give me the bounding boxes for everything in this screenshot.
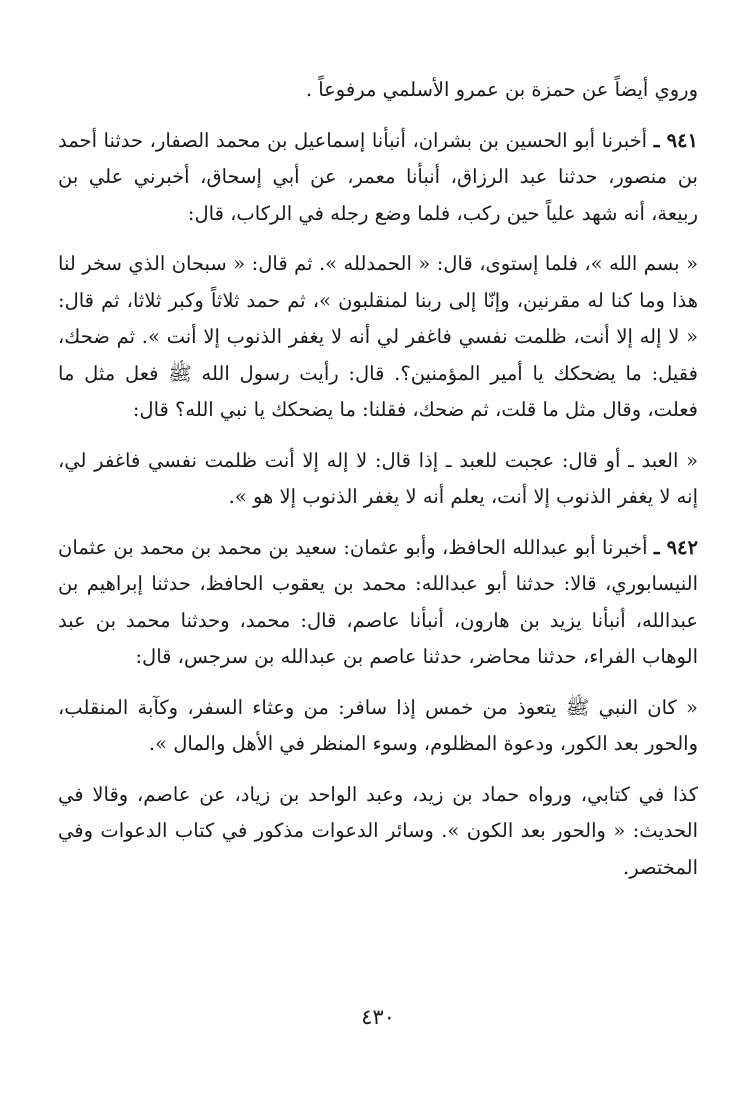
- hadith-number-942: ٩٤٢ ـ: [653, 535, 698, 559]
- hadith-942-isnad-text: أخبرنا أبو عبدالله الحافظ، وأبو عثمان: سعيد بن محمد بن محمد بن عثمان النيسابوري، قالا: حدثنا أبو عبدالله: محمد بن يعقوب الحافظ، حدثنا إبراهيم بن عبدالله، أنبأنا يزيد بن هارون، أنبأنا عاصم، قال: محمد، وحدثنا محمد بن عبد الوهاب الفراء، حدثنا محاضر، حدثنا عاصم بن عبدالله بن سرجس، قال:: [58, 535, 698, 668]
- hadith-941-prophet-saying: « العبد ـ أو قال: عجبت للعبد ـ إذا قال: لا إله إلا أنت ظلمت نفسي فاغفر لي، إنه لا يغفر الذنوب إلا أنت، يعلم أنه لا يغفر الذنوب إلا هو ».: [58, 448, 698, 508]
- hadith-941-matn: « بسم الله »، فلما إستوى، قال: « الحمدلله ». ثم قال: « سبحان الذي سخر لنا هذا وما كنا له مقرنين، وإنّا إلى ربنا لمنقلبون »، ثم حمد ثلاثاً وكبر ثلاثا، ثم قال: « لا إله إلا أنت، ظلمت نفسي فاغفر لي أنه لا يغفر الذنوب إلا أنت ». ثم ضحك، فقيل: ما يضحكك يا أمير المؤمنين؟. قال: رأيت رسول الله ﷺ فعل مثل ما فعلت، وقال مثل ما قلت، ثم ضحك، فقلنا: ما يضحكك يا نبي الله؟ قال:: [58, 252, 698, 421]
- hadith-942-matn: « كان النبي ﷺ يتعوذ من خمس إذا سافر: من وعثاء السفر، وكآبة المنقلب، والحور بعد الكور، ودعوة المظلوم، وسوء المنظر في الأهل والمال ».: [58, 695, 698, 755]
- hadith-941-isnad-text: أخبرنا أبو الحسين بن بشران، أنبأنا إسماعيل بن محمد الصفار، حدثنا أحمد بن منصور، حدثنا عبد الرزاق، أنبأنا معمر، عن أبي إسحاق، أخبرني علي بن ربيعة، أنه شهد علياً حين ركب، فلما وضع رجله في الركاب، قال:: [58, 128, 698, 225]
- hadith-941-isnad: [58, 123, 698, 233]
- intro-line: وروي أيضاً عن حمزة بن عمرو الأسلمي مرفوعاً .: [305, 78, 698, 101]
- hadith-942-isnad: [58, 530, 698, 676]
- author-comment: كذا في كتابي، ورواه حماد بن زيد، وعبد الواحد بن زياد، عن عاصم، وقالا في الحديث: « والحور بعد الكون ». وسائر الدعوات مذكور في كتاب الدعوات وفي المختصر.: [58, 782, 698, 879]
- page-body: [58, 72, 698, 886]
- page-number: ٤٣٠: [361, 1005, 395, 1029]
- hadith-number-941: ٩٤١ ـ: [653, 128, 698, 152]
